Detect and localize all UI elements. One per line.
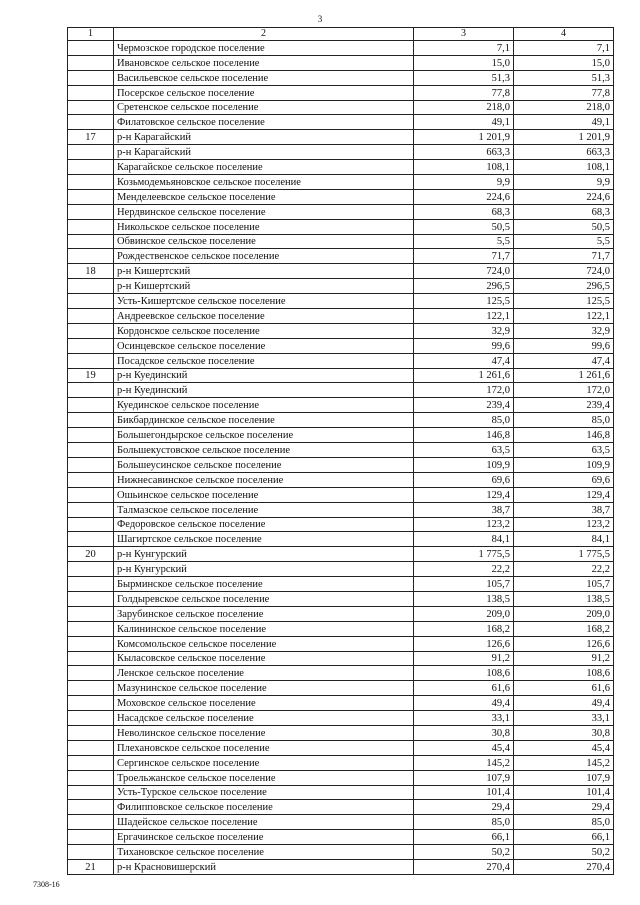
value-col3-cell: 99,6 [414,338,514,353]
row-number-cell [68,189,114,204]
value-col3-cell: 7,1 [414,41,514,56]
value-col4-cell: 5,5 [514,234,614,249]
value-col3-cell: 33,1 [414,711,514,726]
table-row [68,41,614,56]
value-col4-cell: 126,6 [514,636,614,651]
row-number-cell [68,85,114,100]
value-col3-cell: 32,9 [414,323,514,338]
name-cell: Кордонское сельское поселение [114,323,414,338]
row-number-cell: 17 [68,130,114,145]
name-cell: Филипповское сельское поселение [114,800,414,815]
table-row [68,204,614,219]
table-row [68,606,614,621]
value-col4-cell: 145,2 [514,755,614,770]
table-row [68,562,614,577]
value-col4-cell: 663,3 [514,145,614,160]
name-cell: Козьмодемьяновское сельское поселение [114,175,414,190]
table-row [68,130,614,145]
table-row [68,800,614,815]
row-number-cell [68,413,114,428]
row-number-cell [68,725,114,740]
table-row [68,264,614,279]
row-number-cell [68,204,114,219]
table-row [68,309,614,324]
row-number-cell [68,160,114,175]
row-number-cell [68,323,114,338]
value-col4-cell: 296,5 [514,279,614,294]
table-row [68,160,614,175]
name-cell: Бикбардинское сельское поселение [114,413,414,428]
value-col4-cell: 270,4 [514,859,614,874]
row-number-cell [68,457,114,472]
value-col3-cell: 168,2 [414,621,514,636]
table-row [68,815,614,830]
table-row [68,532,614,547]
value-col3-cell: 126,6 [414,636,514,651]
value-col4-cell: 146,8 [514,428,614,443]
table-row [68,294,614,309]
name-cell: Сергинское сельское поселение [114,755,414,770]
name-cell: Посадское сельское поселение [114,353,414,368]
value-col4-cell: 22,2 [514,562,614,577]
table-row [68,219,614,234]
value-col3-cell: 15,0 [414,55,514,70]
table-row [68,487,614,502]
name-cell: р-н Кунгурский [114,547,414,562]
value-col3-cell: 69,6 [414,472,514,487]
value-col3-cell: 1 201,9 [414,130,514,145]
value-col4-cell: 209,0 [514,606,614,621]
value-col3-cell: 50,2 [414,845,514,860]
name-cell: Усть-Турское сельское поселение [114,785,414,800]
row-number-cell [68,740,114,755]
value-col4-cell: 30,8 [514,725,614,740]
name-cell: Ивановское сельское поселение [114,55,414,70]
table-row [68,725,614,740]
table-row [68,413,614,428]
value-col3-cell: 68,3 [414,204,514,219]
name-cell: Плехановское сельское поселение [114,740,414,755]
value-col3-cell: 172,0 [414,383,514,398]
row-number-cell [68,696,114,711]
name-cell: Рождественское сельское поселение [114,249,414,264]
value-col3-cell: 5,5 [414,234,514,249]
value-col4-cell: 108,6 [514,666,614,681]
name-cell: р-н Карагайский [114,130,414,145]
row-number-cell: 19 [68,368,114,383]
name-cell: Троельжанское сельское поселение [114,770,414,785]
table-row [68,100,614,115]
name-cell: Тихановское сельское поселение [114,845,414,860]
row-number-cell [68,830,114,845]
table-header-row [68,28,614,41]
row-number-cell [68,636,114,651]
table-row [68,830,614,845]
value-col4-cell: 51,3 [514,70,614,85]
name-cell: Большегондырское сельское поселение [114,428,414,443]
value-col3-cell: 85,0 [414,815,514,830]
table-row [68,443,614,458]
row-number-cell [68,666,114,681]
row-number-cell [68,606,114,621]
value-col3-cell: 91,2 [414,651,514,666]
value-col4-cell: 123,2 [514,517,614,532]
row-number-cell [68,577,114,592]
row-number-cell [68,383,114,398]
value-col4-cell: 1 201,9 [514,130,614,145]
row-number-cell [68,398,114,413]
value-col3-cell: 109,9 [414,457,514,472]
value-col4-cell: 239,4 [514,398,614,413]
value-col4-cell: 101,4 [514,785,614,800]
value-col3-cell: 84,1 [414,532,514,547]
value-col3-cell: 146,8 [414,428,514,443]
table-row [68,740,614,755]
row-number-cell [68,175,114,190]
value-col4-cell: 29,4 [514,800,614,815]
row-number-cell [68,651,114,666]
row-number-cell [68,70,114,85]
table-row [68,681,614,696]
name-cell: Кыласовское сельское поселение [114,651,414,666]
name-cell: Куединское сельское поселение [114,398,414,413]
table-row [68,249,614,264]
value-col3-cell: 724,0 [414,264,514,279]
value-col3-cell: 123,2 [414,517,514,532]
row-number-cell [68,100,114,115]
page-number: 3 [317,14,323,24]
value-col4-cell: 91,2 [514,651,614,666]
table-row [68,577,614,592]
value-col4-cell: 32,9 [514,323,614,338]
name-cell: р-н Карагайский [114,145,414,160]
row-number-cell [68,145,114,160]
value-col3-cell: 61,6 [414,681,514,696]
value-col4-cell: 68,3 [514,204,614,219]
row-number-cell [68,532,114,547]
header-cell: 4 [514,28,614,41]
name-cell: р-н Кунгурский [114,562,414,577]
row-number-cell [68,845,114,860]
value-col3-cell: 1 261,6 [414,368,514,383]
row-number-cell [68,517,114,532]
value-col4-cell: 33,1 [514,711,614,726]
table-row [68,591,614,606]
value-col4-cell: 61,6 [514,681,614,696]
name-cell: Андреевское сельское поселение [114,309,414,324]
value-col4-cell: 724,0 [514,264,614,279]
value-col3-cell: 122,1 [414,309,514,324]
name-cell: Обвинское сельское поселение [114,234,414,249]
table-row [68,472,614,487]
value-col4-cell: 122,1 [514,309,614,324]
name-cell: Ленское сельское поселение [114,666,414,681]
value-col4-cell: 84,1 [514,532,614,547]
name-cell: Ошьинское сельское поселение [114,487,414,502]
name-cell: Посерское сельское поселение [114,85,414,100]
value-col3-cell: 63,5 [414,443,514,458]
row-number-cell [68,234,114,249]
value-col3-cell: 1 775,5 [414,547,514,562]
name-cell: Федоровское сельское поселение [114,517,414,532]
table-row [68,353,614,368]
table-row [68,696,614,711]
value-col4-cell: 109,9 [514,457,614,472]
row-number-cell [68,294,114,309]
row-number-cell [68,443,114,458]
value-col4-cell: 168,2 [514,621,614,636]
value-col4-cell: 47,4 [514,353,614,368]
table-row [68,621,614,636]
value-col3-cell: 270,4 [414,859,514,874]
value-col3-cell: 218,0 [414,100,514,115]
name-cell: р-н Кишертский [114,279,414,294]
table-row [68,636,614,651]
name-cell: Шадейское сельское поселение [114,815,414,830]
name-cell: Менделеевское сельское поселение [114,189,414,204]
row-number-cell [68,711,114,726]
value-col4-cell: 85,0 [514,815,614,830]
row-number-cell [68,591,114,606]
table-row [68,55,614,70]
row-number-cell [68,562,114,577]
value-col4-cell: 69,6 [514,472,614,487]
value-col3-cell: 51,3 [414,70,514,85]
name-cell: Комсомольское сельское поселение [114,636,414,651]
table-row [68,785,614,800]
value-col3-cell: 296,5 [414,279,514,294]
table-row [68,175,614,190]
name-cell: Нижнесавинское сельское поселение [114,472,414,487]
table-row [68,234,614,249]
value-col3-cell: 77,8 [414,85,514,100]
value-col3-cell: 224,6 [414,189,514,204]
table-row [68,755,614,770]
value-col4-cell: 125,5 [514,294,614,309]
value-col3-cell: 107,9 [414,770,514,785]
row-number-cell [68,815,114,830]
value-col4-cell: 50,5 [514,219,614,234]
row-number-cell [68,800,114,815]
row-number-cell [68,353,114,368]
name-cell: Карагайское сельское поселение [114,160,414,175]
value-col4-cell: 66,1 [514,830,614,845]
table-row [68,85,614,100]
name-cell: Большеусинское сельское поселение [114,457,414,472]
row-number-cell [68,309,114,324]
row-number-cell [68,621,114,636]
value-col4-cell: 108,1 [514,160,614,175]
value-col3-cell: 49,4 [414,696,514,711]
value-col3-cell: 49,1 [414,115,514,130]
name-cell: Неволинское сельское поселение [114,725,414,740]
table-row [68,845,614,860]
value-col3-cell: 38,7 [414,502,514,517]
name-cell: Филатовское сельское поселение [114,115,414,130]
value-col3-cell: 101,4 [414,785,514,800]
value-col3-cell: 663,3 [414,145,514,160]
row-number-cell [68,115,114,130]
row-number-cell: 20 [68,547,114,562]
table-row [68,547,614,562]
name-cell: Насадское сельское поселение [114,711,414,726]
table-row [68,145,614,160]
value-col4-cell: 1 775,5 [514,547,614,562]
row-number-cell [68,472,114,487]
table-row [68,338,614,353]
name-cell: Калининское сельское поселение [114,621,414,636]
name-cell: Нердвинское сельское поселение [114,204,414,219]
row-number-cell [68,770,114,785]
value-col3-cell: 30,8 [414,725,514,740]
row-number-cell [68,502,114,517]
table-row [68,70,614,85]
table-row [68,383,614,398]
table-row [68,279,614,294]
value-col4-cell: 1 261,6 [514,368,614,383]
value-col4-cell: 107,9 [514,770,614,785]
value-col3-cell: 108,1 [414,160,514,175]
name-cell: Никольское сельское поселение [114,219,414,234]
value-col4-cell: 85,0 [514,413,614,428]
row-number-cell: 21 [68,859,114,874]
table-row [68,770,614,785]
header-cell: 2 [114,28,414,41]
name-cell: Голдыревское сельское поселение [114,591,414,606]
value-col4-cell: 218,0 [514,100,614,115]
row-number-cell [68,428,114,443]
value-col3-cell: 71,7 [414,249,514,264]
footer-code: 7308-16 [33,880,60,889]
row-number-cell [68,681,114,696]
name-cell: Усть-Кишертское сельское поселение [114,294,414,309]
value-col3-cell: 239,4 [414,398,514,413]
name-cell: Сретенское сельское поселение [114,100,414,115]
name-cell: Зарубинское сельское поселение [114,606,414,621]
table-row [68,651,614,666]
value-col3-cell: 105,7 [414,577,514,592]
value-col4-cell: 50,2 [514,845,614,860]
name-cell: Мазунинское сельское поселение [114,681,414,696]
table-row [68,859,614,874]
table-row [68,517,614,532]
value-col3-cell: 29,4 [414,800,514,815]
value-col3-cell: 138,5 [414,591,514,606]
value-col3-cell: 50,5 [414,219,514,234]
value-col3-cell: 9,9 [414,175,514,190]
table-row [68,115,614,130]
value-col3-cell: 85,0 [414,413,514,428]
table-row [68,398,614,413]
name-cell: р-н Куединский [114,383,414,398]
table-row [68,323,614,338]
name-cell: Ергачинское сельское поселение [114,830,414,845]
row-number-cell: 18 [68,264,114,279]
header-cell: 3 [414,28,514,41]
data-table [67,27,614,875]
row-number-cell [68,338,114,353]
name-cell: Моховское сельское поселение [114,696,414,711]
value-col3-cell: 108,6 [414,666,514,681]
value-col4-cell: 9,9 [514,175,614,190]
value-col3-cell: 47,4 [414,353,514,368]
value-col4-cell: 71,7 [514,249,614,264]
value-col4-cell: 7,1 [514,41,614,56]
name-cell: р-н Кишертский [114,264,414,279]
value-col3-cell: 209,0 [414,606,514,621]
value-col3-cell: 66,1 [414,830,514,845]
row-number-cell [68,219,114,234]
row-number-cell [68,41,114,56]
table-row [68,457,614,472]
header-cell: 1 [68,28,114,41]
table-row [68,502,614,517]
table-row [68,428,614,443]
row-number-cell [68,249,114,264]
name-cell: Васильевское сельское поселение [114,70,414,85]
value-col3-cell: 125,5 [414,294,514,309]
name-cell: Осинцевское сельское поселение [114,338,414,353]
name-cell: Чермозское городское поселение [114,41,414,56]
value-col4-cell: 38,7 [514,502,614,517]
row-number-cell [68,55,114,70]
table-row [68,368,614,383]
value-col3-cell: 145,2 [414,755,514,770]
table-row [68,711,614,726]
value-col4-cell: 63,5 [514,443,614,458]
value-col4-cell: 172,0 [514,383,614,398]
name-cell: р-н Куединский [114,368,414,383]
table-row [68,666,614,681]
value-col4-cell: 138,5 [514,591,614,606]
value-col4-cell: 224,6 [514,189,614,204]
name-cell: Бырминское сельское поселение [114,577,414,592]
value-col4-cell: 99,6 [514,338,614,353]
row-number-cell [68,487,114,502]
value-col3-cell: 45,4 [414,740,514,755]
row-number-cell [68,785,114,800]
row-number-cell [68,755,114,770]
value-col4-cell: 15,0 [514,55,614,70]
value-col4-cell: 77,8 [514,85,614,100]
name-cell: Большекустовское сельское поселение [114,443,414,458]
value-col4-cell: 129,4 [514,487,614,502]
name-cell: Шагиртское сельское поселение [114,532,414,547]
name-cell: Талмазское сельское поселение [114,502,414,517]
table-row [68,189,614,204]
row-number-cell [68,279,114,294]
value-col4-cell: 49,1 [514,115,614,130]
value-col3-cell: 22,2 [414,562,514,577]
value-col4-cell: 49,4 [514,696,614,711]
value-col4-cell: 105,7 [514,577,614,592]
value-col3-cell: 129,4 [414,487,514,502]
value-col4-cell: 45,4 [514,740,614,755]
name-cell: р-н Красновишерский [114,859,414,874]
